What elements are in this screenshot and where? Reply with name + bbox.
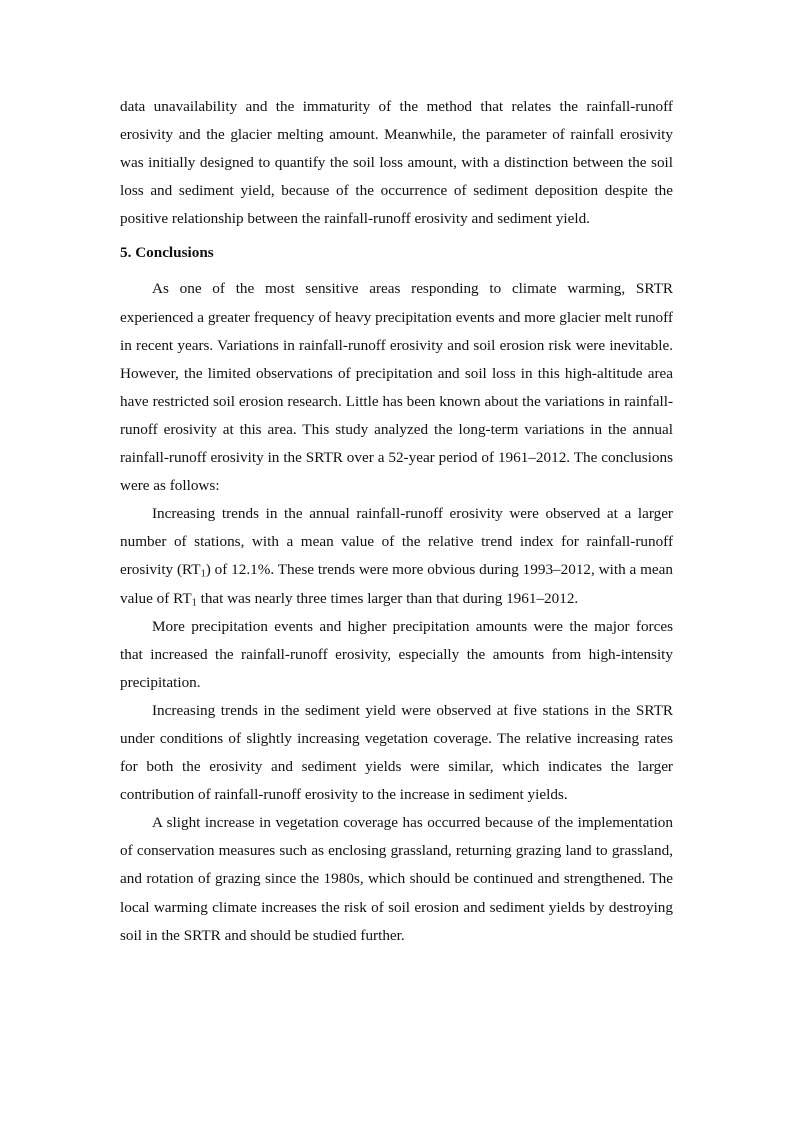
paragraph-conclusions-intro: As one of the most sensitive areas responding to climate warming, SRTR experienced a greater frequency of heavy precipitation events and more glacier melt runoff in recent years. Variations in rainfall-runoff erosivity and soil erosion risk were inevitable. However, the limited observations of precipitation and soil loss in this high-altitude area have restricted soil erosion research. Little has been known about the variations in rainfall-runoff erosivity at this area. This study analyzed the long-term variations in the annual rainfall-runoff erosivity in the SRTR over a 52-year period of 1961–2012. The conclusions were as follows: [120,280,673,495]
section-heading-conclusions: 5. Conclusions [120,244,214,262]
paragraph-continuation: data unavailability and the immaturity of the method that relates the rainfall-runoff erosivity and the glacier melting amount. Meanwhile, the parameter of rainfall erosivity was initially designed to quantify the soil loss amount, with a distinction between the soil loss and sediment yield, because of the occurrence of sediment deposition despite the positive relationship between the rainfall-runoff erosivity and sediment yield. [120,98,673,228]
paragraph-vegetation-coverage: A slight increase in vegetation coverage has occurred because of the implementation of conservation measures such as enclosing grassland, returning grazing land to grassland, and rotation of grazing since the 1980s, which should be continued and strengthened. The local warming climate increases the risk of soil erosion and sediment yields by destroying soil in the SRTR and should be studied further. [120,814,673,944]
subscript-2: 1 [191,597,197,609]
paragraph-erosivity-trends-part-1: Increasing trends in the annual rainfall-runoff erosivity were observed at a larger number of stations, with a mean value of the relative trend index for rainfall-runoff erosivity (RT [120,505,673,579]
body-text [120,93,673,950]
paragraph-erosivity-trends-part-3: that was nearly three times larger than that during 1961–2012. [196,589,579,607]
subscript-1: 1 [200,568,206,580]
paragraph-sediment-yield: Increasing trends in the sediment yield were observed at five stations in the SRTR under conditions of slightly increasing vegetation coverage. The relative increasing rates for both the erosivity and sediment yields were similar, which indicates the larger contribution of rainfall-runoff erosivity to the increase in sediment yields. [120,701,673,804]
paragraph-erosivity-trends [120,500,673,612]
paragraph-precipitation-forces: More precipitation events and higher precipitation amounts were the major forces that increased the rainfall-runoff erosivity, especially the amounts from high-intensity precipitation. [120,617,673,691]
paragraph-erosivity-trends-part-2: ) of 12.1%. These trends were more obvious during 1993–2012, with a mean value of RT [120,561,674,607]
